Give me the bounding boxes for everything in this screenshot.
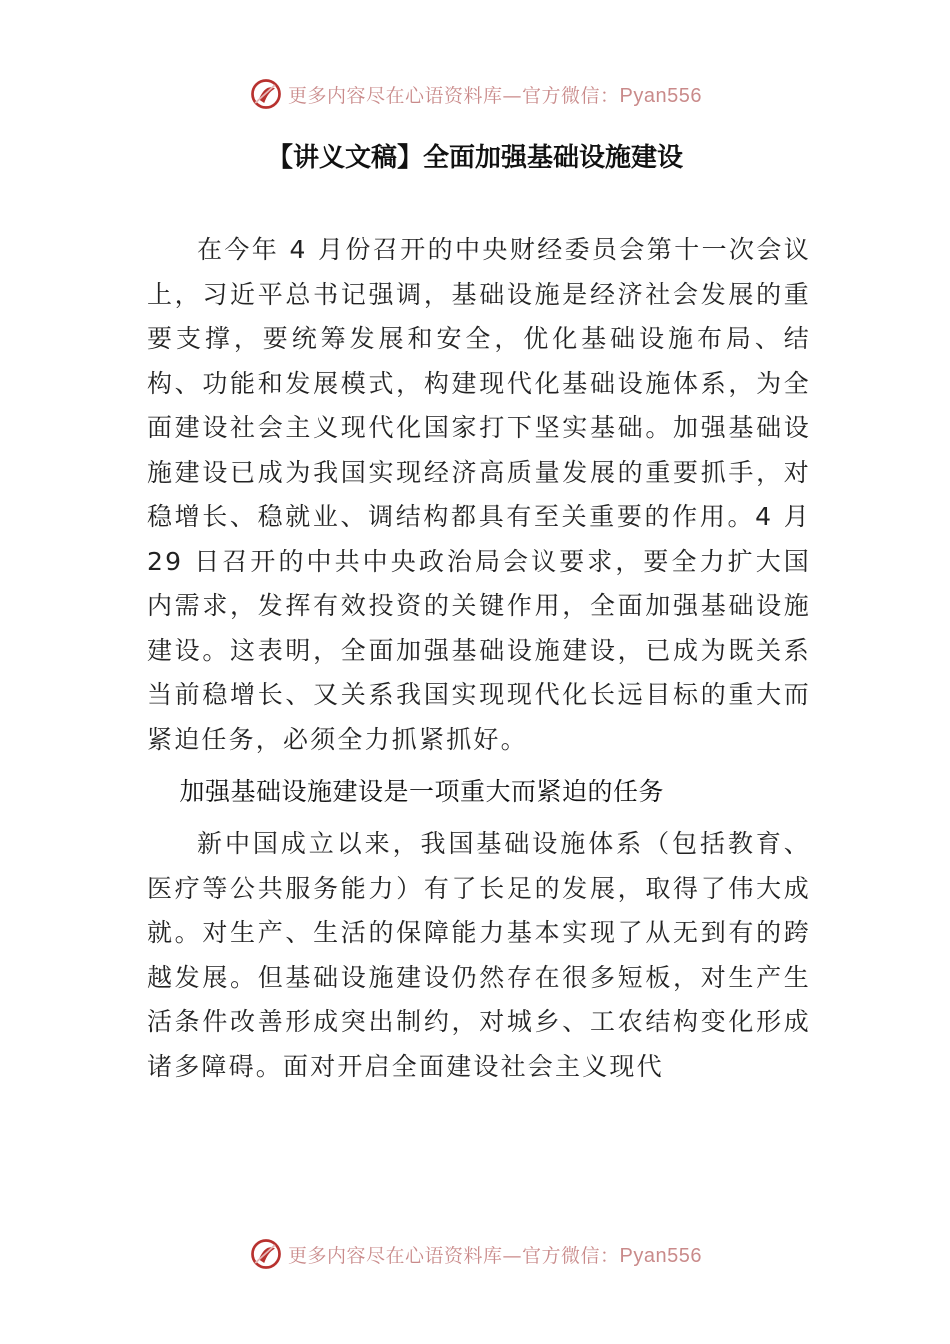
watermark-wechat-id: Pyan556 [619,84,702,107]
watermark-brand: 更多内容尽在心语资料库 [288,84,503,107]
watermark-text [288,1241,702,1268]
document-title: 【讲义文稿】全面加强基础设施建设 [266,143,683,173]
watermark-label: 官方微信： [522,84,620,107]
watermark-text [288,81,702,108]
section-heading: 加强基础设施建设是一项重大而紧迫的任务 [179,777,665,806]
header-watermark [0,72,950,116]
watermark-separator: — [502,1244,523,1267]
brand-logo-icon [248,76,284,112]
brand-logo-icon [248,1236,284,1272]
watermark-wechat-id: Pyan556 [619,1244,702,1267]
watermark-label: 官方微信： [522,1244,620,1267]
paragraph: 在今年 4 月份召开的中央财经委员会第十一次会议上，习近平总书记强调，基础设施是经济社会发展的重要支撑，要统筹发展和安全，优化基础设施布局、结构、功能和发展模式，构建现代化基础设施体系，为全面建设社会主义现代化国家打下坚实基础。加强基础设施建设已成为我国实现经济高质量发展的重要抓手，对稳增长、稳就业、调结构都具有至关重要的作用。4 月 29 日召开的中共中央政治局会议要求，要全力扩大国内需求，发挥有效投资的关键作用，全面加强基础设施建设。这表明，全面加强基础设施建设，已成为既关系当前稳增长、又关系我国实现现代化长远目标的重大而紧迫任务，必须全力抓紧抓好。 [147,235,811,754]
watermark-separator: — [502,84,523,107]
document-body [147,228,811,1089]
watermark-brand: 更多内容尽在心语资料库 [288,1244,503,1267]
footer-watermark [0,1232,950,1276]
paragraph: 新中国成立以来，我国基础设施体系（包括教育、医疗等公共服务能力）有了长足的发展，取得了伟大成就。对生产、生活的保障能力基本实现了从无到有的跨越发展。但基础设施建设仍然存在很多短板，对生产生活条件改善形成突出制约，对城乡、工农结构变化形成诸多障碍。面对开启全面建设社会主义现代 [147,829,811,1081]
